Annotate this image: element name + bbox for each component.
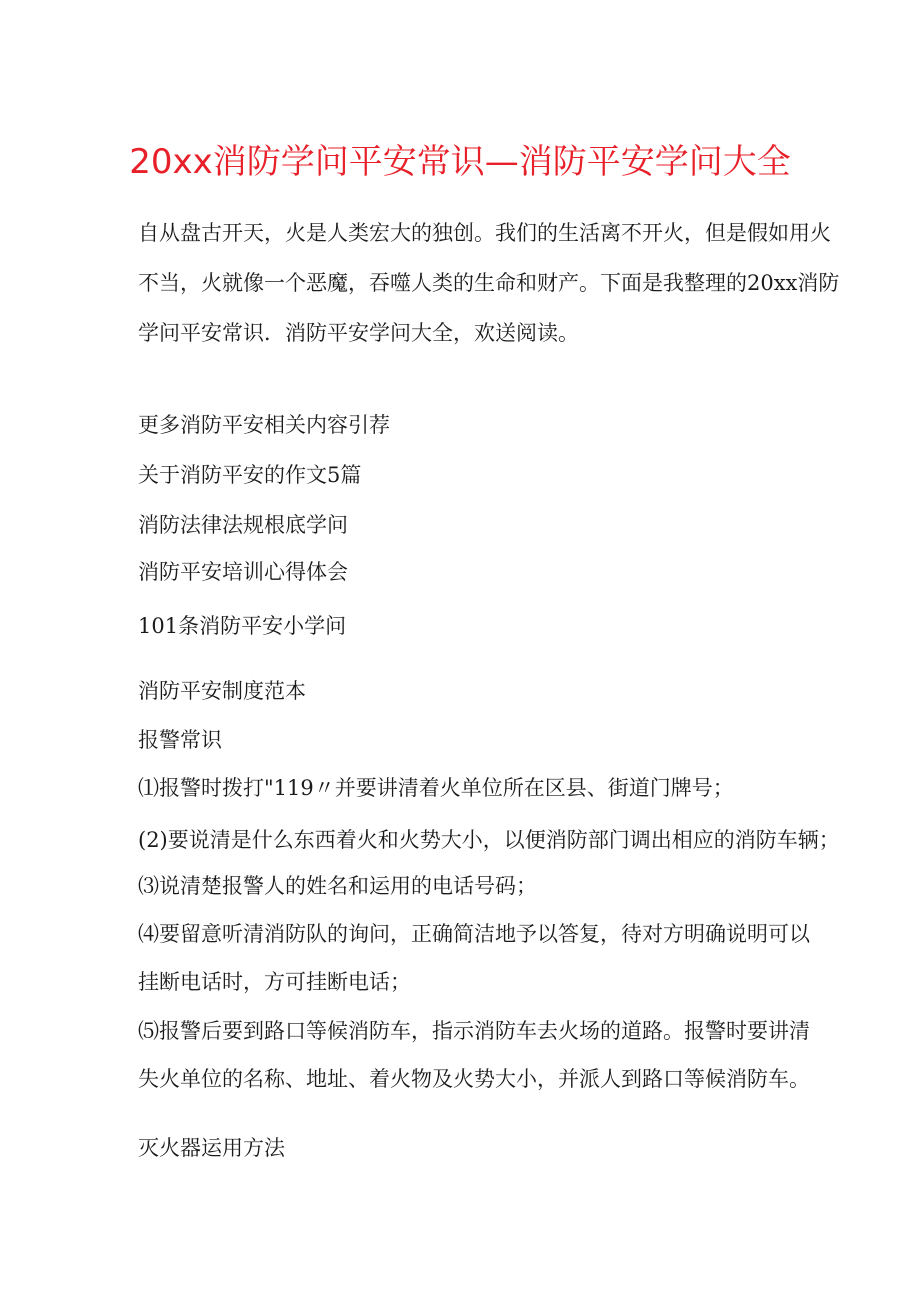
alarm-item-2: (2)要说清是什么东西着火和火势大小，以便消防部门调出相应的消防车辆；: [138, 828, 840, 852]
document-title: 20xx消防学问平安常识—消防平安学问大全: [129, 142, 791, 182]
intro-line-1: 自从盘古开天，火是人类宏大的独创。我们的生活离不开火，但是假如用火: [138, 221, 831, 245]
link-law[interactable]: 消防法律法规根底学问: [138, 513, 348, 537]
alarm-item-3: ⑶说清楚报警人的姓名和运用的电话号码；: [138, 874, 537, 898]
intro-line-3: 学问平安常识．消防平安学问大全，欢送阅读。: [138, 321, 579, 345]
alarm-item-5: ⑸报警后要到路口等候消防车，指示消防车去火场的道路。报警时要讲清: [138, 1019, 810, 1043]
section-heading-extinguisher: 灭火器运用方法: [138, 1136, 285, 1160]
link-101-tips[interactable]: 101条消防平安小学问: [138, 614, 347, 638]
link-essay[interactable]: 关于消防平安的作文5篇: [138, 463, 362, 487]
section-heading-alarm: 报警常识: [138, 728, 222, 752]
alarm-item-1: ⑴报警时拨打"119〃并要讲清着火单位所在区县、街道门牌号；: [138, 776, 734, 800]
link-training[interactable]: 消防平安培训心得体会: [138, 560, 348, 584]
alarm-item-4: ⑷要留意听清消防队的询问，正确简洁地予以答复，待对方明确说明可以: [138, 922, 810, 946]
link-regulations[interactable]: 消防平安制度范本: [138, 679, 306, 703]
link-related-recommend[interactable]: 更多消防平安相关内容引荐: [138, 413, 390, 437]
alarm-item-4-cont: 挂断电话时，方可挂断电话；: [138, 970, 411, 994]
alarm-item-5-cont: 失火单位的名称、地址、着火物及火势大小，并派人到路口等候消防车。: [138, 1067, 810, 1091]
intro-line-2: 不当，火就像一个恶魔，吞噬人类的生命和财产。下面是我整理的20xx消防: [138, 271, 840, 295]
